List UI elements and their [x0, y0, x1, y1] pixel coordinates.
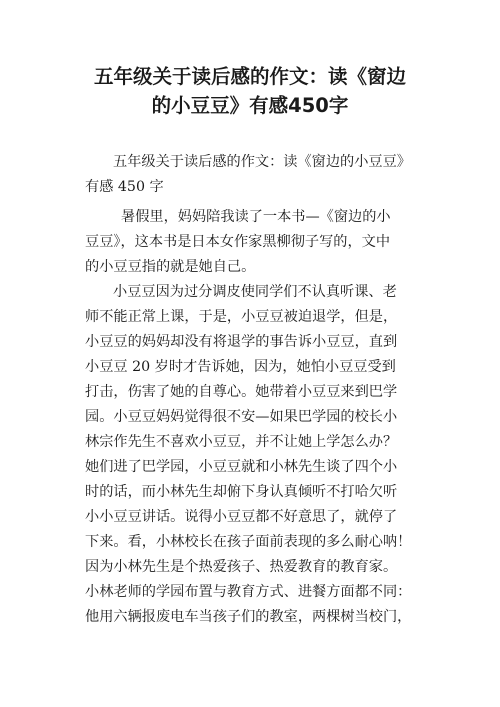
text-line: 因为小林先生是个热爱孩子、热爱教育的教育家。 — [85, 559, 398, 575]
text-line: 小豆豆 20 岁时才告诉她，因为，她怕小豆豆受到 — [85, 359, 396, 375]
text-line: 小豆豆因为过分调皮使同学们不认真听课、老 — [113, 284, 397, 300]
paragraph — [85, 205, 425, 280]
text-line: 林宗作先生不喜欢小豆豆，并不让她上学怎么办？ — [85, 434, 398, 450]
text-line: 师不能正常上课，于是，小豆豆被迫退学，但是， — [85, 309, 398, 325]
paragraph — [85, 150, 425, 200]
text-line: 小豆豆的妈妈却没有将退学的事告诉小豆豆，直到 — [85, 334, 398, 350]
document-body — [85, 150, 425, 630]
document-title — [60, 62, 440, 120]
text-line: 下来。看，小林校长在孩子面前表现的多么耐心呐！ — [85, 534, 412, 550]
title-line-1: 五年级关于读后感的作文：读《窗边 — [93, 65, 406, 88]
text-line: 他用六辆报废电车当孩子们的教室，两棵树当校门， — [85, 609, 412, 625]
text-line: 五年级关于读后感的作文：读《窗边的小豆豆》 — [113, 154, 411, 170]
text-line: 豆豆》，这本书是日本女作家黑柳彻子写的，文中 — [85, 234, 391, 250]
title-line-2: 的小豆豆》有感450字 — [151, 94, 349, 117]
paragraph — [85, 280, 425, 630]
text-line: 她们进了巴学园，小豆豆就和小林先生谈了四个小 — [85, 459, 398, 475]
text-line: 园。小豆豆妈妈觉得很不安—如果巴学园的校长小 — [85, 409, 398, 425]
text-line: 时的话，而小林先生却俯下身认真倾听不打哈欠听 — [85, 484, 398, 500]
text-line: 打击，伤害了她的自尊心。她带着小豆豆来到巴学 — [85, 384, 398, 400]
text-line: 小林老师的学园布置与教育方式、进餐方面都不同： — [85, 584, 412, 600]
text-line: 的小豆豆指的就是她自己。 — [85, 259, 256, 275]
text-line: 有感 450 字 — [85, 179, 164, 195]
text-line: 暑假里，妈妈陪我读了一本书—《窗边的小 — [121, 209, 391, 225]
text-line: 小小豆豆讲话。说得小豆豆都不好意思了，就停了 — [85, 509, 398, 525]
